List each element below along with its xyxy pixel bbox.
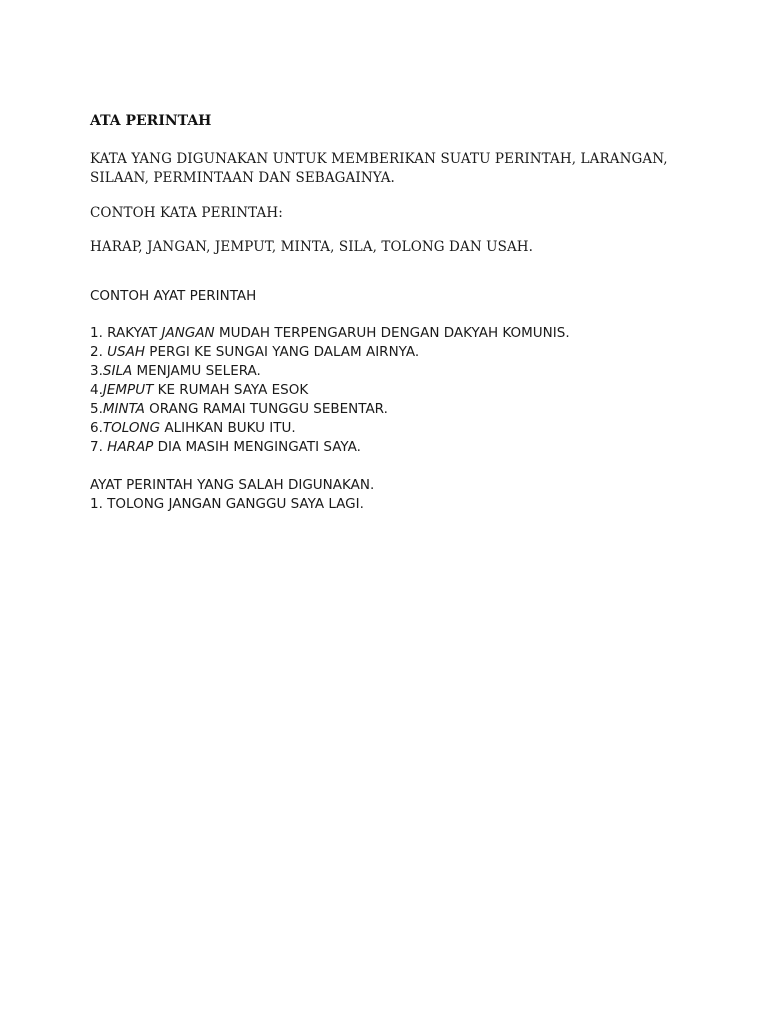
sentence-prefix: 1. RAKYAT — [90, 325, 162, 341]
sentence-item — [90, 438, 570, 457]
sentence-prefix: 4. — [90, 382, 103, 398]
sentence-suffix: MUDAH TERPENGARUH DENGAN DAKYAH KOMUNIS. — [214, 325, 570, 341]
sentence-item — [90, 324, 570, 343]
command-word: SILA — [102, 363, 133, 379]
sentence-prefix: 7. — [90, 439, 108, 455]
document-title: ATA PERINTAH — [90, 113, 212, 129]
sentence-prefix: 6. — [90, 420, 103, 436]
definition-line-1: KATA YANG DIGUNAKAN UNTUK MEMBERIKAN SUATU PERINTAH, LARANGAN, — [90, 151, 668, 167]
command-word: HARAP — [107, 439, 154, 455]
wrong-usage-item: 1. TOLONG JANGAN GANGGU SAYA LAGI. — [90, 496, 364, 512]
wrong-usage-section — [90, 476, 374, 514]
definition-line-2: SILAAN, PERMINTAAN DAN SEBAGAINYA. — [90, 170, 395, 186]
sentence-suffix: PERGI KE SUNGAI YANG DALAM AIRNYA. — [145, 344, 420, 360]
sentence-prefix: 3. — [90, 363, 103, 379]
sentence-suffix: KE RUMAH SAYA ESOK — [153, 382, 309, 398]
sentence-item — [90, 343, 570, 362]
sentence-suffix: ORANG RAMAI TUNGGU SEBENTAR. — [144, 401, 388, 417]
examples-sentence-heading: CONTOH AYAT PERINTAH — [90, 288, 257, 304]
command-word: JEMPUT — [102, 382, 154, 398]
command-word: TOLONG — [102, 420, 161, 436]
sentence-item — [90, 381, 570, 400]
sentence-prefix: 2. — [90, 344, 108, 360]
sentence-suffix: ALIHKAN BUKU ITU. — [160, 420, 296, 436]
sentence-suffix: MENJAMU SELERA. — [132, 363, 261, 379]
sentence-item — [90, 400, 570, 419]
sentence-prefix: 5. — [90, 401, 103, 417]
command-word: USAH — [107, 344, 146, 360]
sentence-item — [90, 419, 570, 438]
examples-word-list: HARAP, JANGAN, JEMPUT, MINTA, SILA, TOLONG DAN USAH. — [90, 239, 534, 255]
sentence-suffix: DIA MASIH MENGINGATI SAYA. — [153, 439, 361, 455]
sentence-item — [90, 362, 570, 381]
sentence-list — [90, 324, 570, 457]
command-word: MINTA — [102, 401, 145, 417]
definition-paragraph — [90, 150, 668, 188]
examples-word-heading: CONTOH KATA PERINTAH: — [90, 205, 283, 221]
command-word: JANGAN — [161, 325, 215, 341]
wrong-usage-heading: AYAT PERINTAH YANG SALAH DIGUNAKAN. — [90, 477, 375, 493]
